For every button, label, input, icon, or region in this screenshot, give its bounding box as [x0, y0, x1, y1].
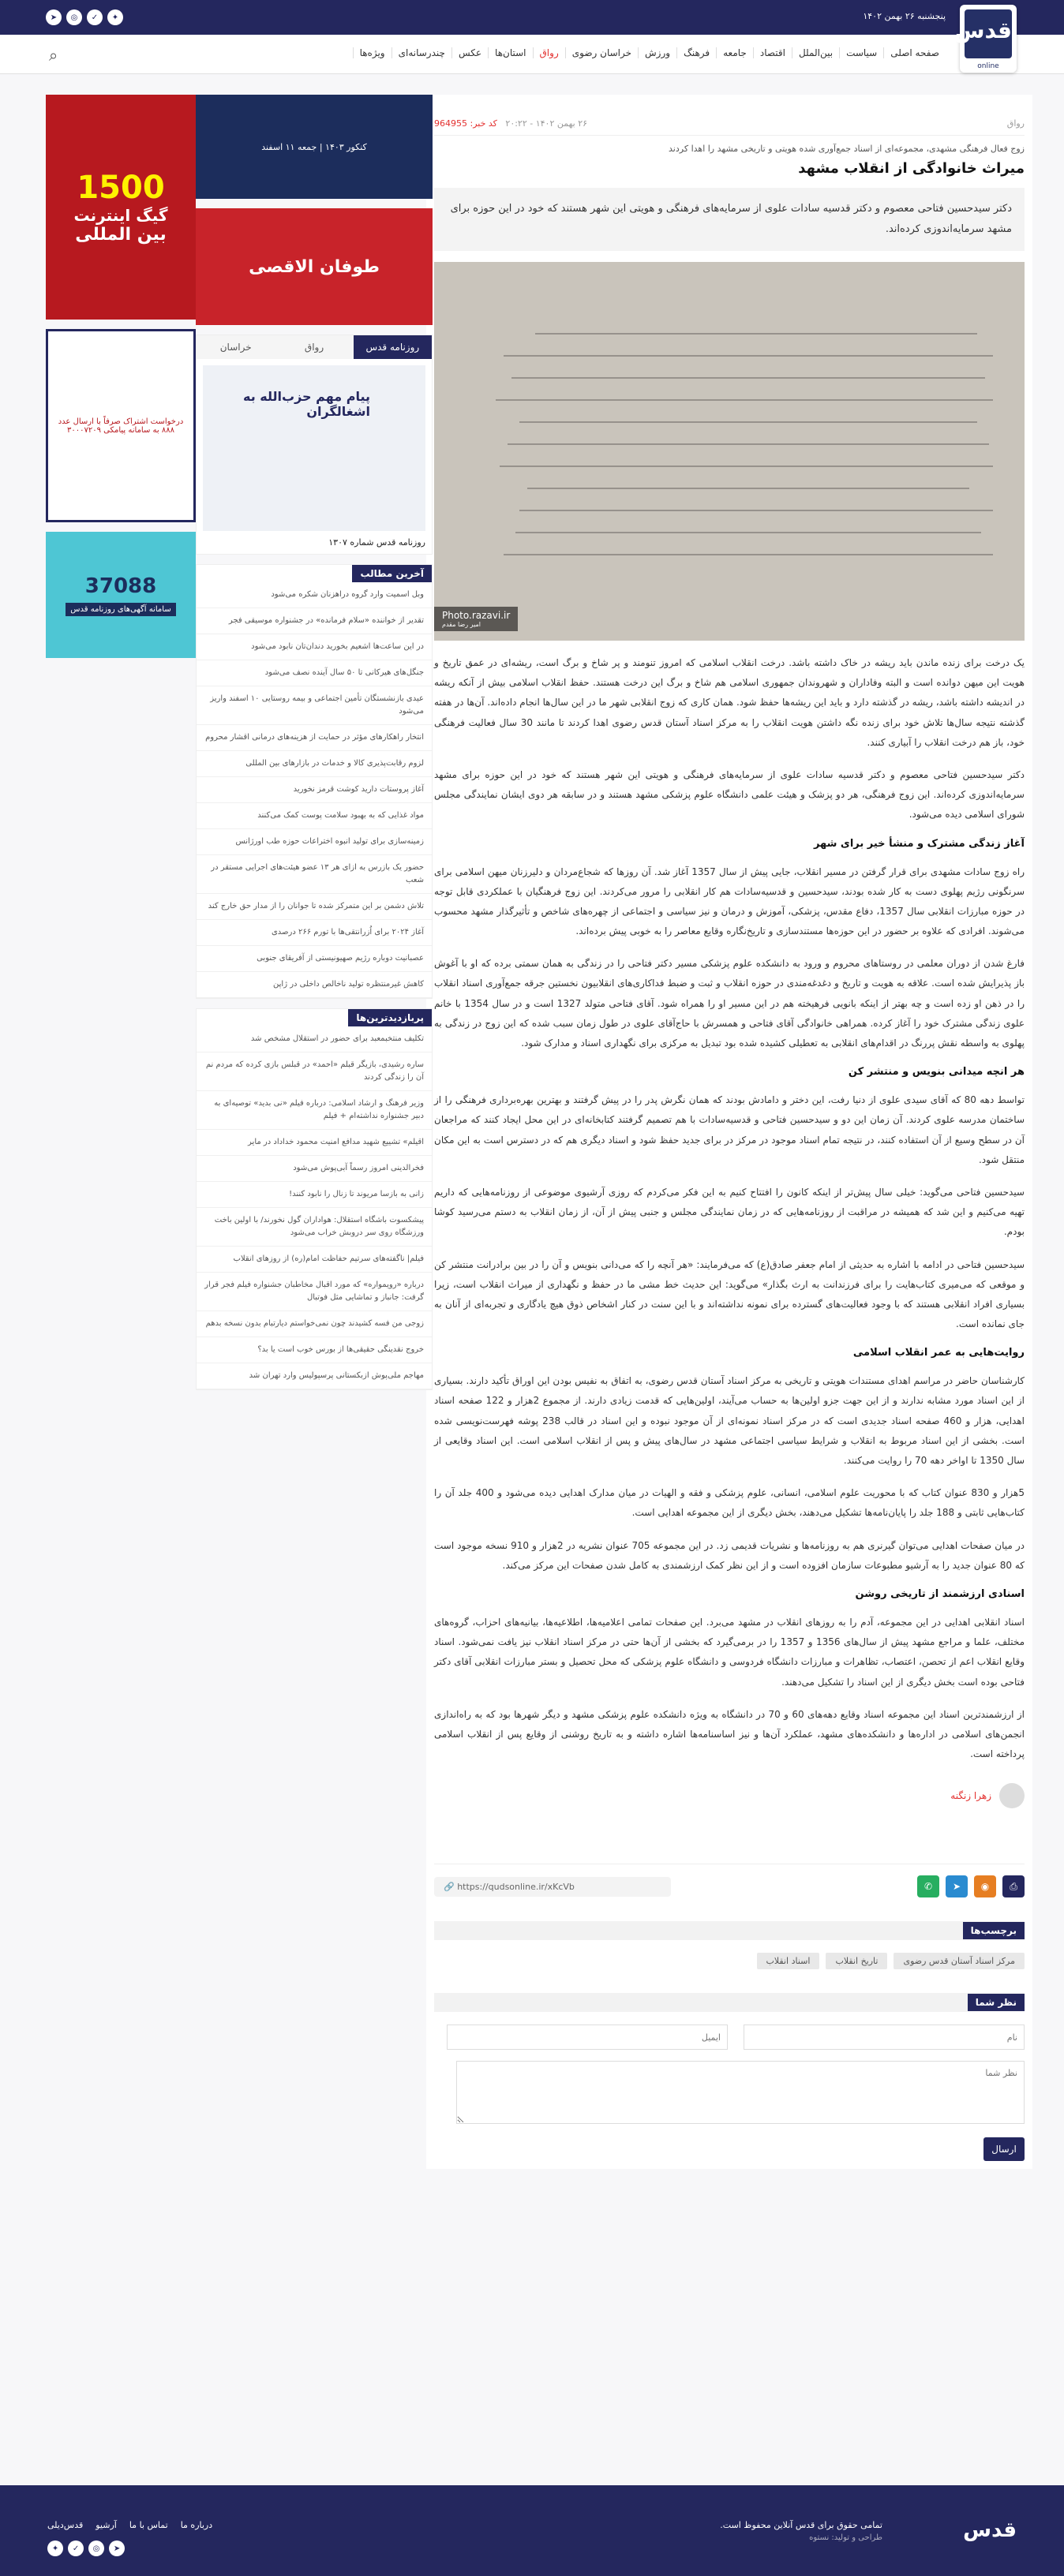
paragraph: راه زوج سادات مشهدی برای قرار گرفتن در مسیر انقلاب، جایی پیش از سال 1357 آغاز شد. آن روزها که شجاع‌مردان و دلیرزنان میهن اسلامی برای سرنگونی رژیم پهلوی دست به کار شده بودند، سیدحسین و قدسیه‌سادات هم کار انقلابی را مرور می‌کردند. این زوج فرهنگیان با عملکردی قابل توجه در حوزه مبارزات انقلابی سال 1357، دفاع مقدس، پزشکی، آموزش و درمان و نیز سیاسی و اجتماعی از چهره‌های شاخص و تأثیرگذار مشهد محسوب می‌شوند. افرادی که علاوه بر حضور در این حوزه‌ها مستندسازی و تاریخ‌نگاره وقایع معاصر را به خوبی پیش برده‌اند.: [434, 866, 1025, 937]
logo-sub: online: [977, 62, 999, 70]
nav-ravagh[interactable]: رواق: [533, 47, 565, 58]
article-category[interactable]: رواق: [1006, 118, 1025, 129]
tag[interactable]: اسناد انقلاب: [757, 1953, 820, 1969]
list-item[interactable]: خروج نقدینگی حقیقی‌ها از بورس خوب است یا بد؟: [197, 1337, 432, 1363]
footer-logo[interactable]: قدس: [963, 2518, 1017, 2542]
latest-title: آخرین مطالب: [352, 565, 432, 582]
popular-box: [196, 1008, 433, 1390]
instagram-icon[interactable]: ◎: [66, 9, 82, 25]
footer-socials: [47, 2540, 125, 2556]
list-item[interactable]: آغاز ۲۰۲۴ برای اُزرانتقی‌ها با تورم ۲۶۶ درصدی: [197, 920, 432, 946]
paragraph: از ارزشمندترین اسناد این مجموعه اسناد وقایع دهه‌های 60 و 70 در دانشگاه به ویژه دانشکده علوم پزشکی مشهد و دیگر شهرها بود که به راه‌اندازی انجمن‌های اسلامی در اداره‌ها و دانشکده‌های مشهد، عملکرد آن‌ها و نیز اساسنامه‌ها اشاره داشته و به تاریخ روشنی از وقایع پس از انقلاب اسلامی پرداخته است.: [434, 1708, 1025, 1760]
article-date: ۲۶ بهمن ۱۴۰۲ - ۲۰:۲۲: [505, 118, 588, 129]
list-item[interactable]: عیدی بازنشستگان تأمین اجتماعی و بیمه روستایی ۱۰ اسفند واریز می‌شود: [197, 686, 432, 725]
tab-khorasan[interactable]: خراسان: [219, 342, 252, 353]
ad-konkur[interactable]: [196, 95, 433, 199]
share-bar: [434, 1864, 1025, 1897]
telegram-icon[interactable]: ➤: [46, 9, 62, 25]
nav-multimedia[interactable]: چندرسانه‌ای: [392, 47, 451, 58]
list-item[interactable]: مواد غذایی که به بهبود سلامت پوست کمک می‌کنند: [197, 803, 432, 829]
list-item[interactable]: تقدیر از خواننده «سلام فرمانده» در جشنواره موسیقی فجر: [197, 608, 432, 634]
list-item[interactable]: زوجی من فسه کشیدند چون نمی‌خواستم دیارتبام بدون نسخه بدهم: [197, 1311, 432, 1337]
list-item[interactable]: عصبانیت دوباره رژیم صهیونیستی از آفریقای جنوبی: [197, 946, 432, 972]
ad-konkur-text: کنکور ۱۴۰۳ | جمعه ۱۱ اسفند: [261, 141, 367, 152]
ad-subscription-text: درخواست اشتراک صرفاً با ارسال عدد ۸۸۸ به سامانه پیامکی ۳۰۰۰۷۲۰۹: [58, 417, 184, 435]
footer-link[interactable]: آرشیو: [96, 2520, 117, 2530]
newspaper-box: [196, 335, 433, 555]
comment-form: [434, 1993, 1025, 2161]
main-column: [426, 95, 1032, 2169]
latest-box: [196, 564, 433, 999]
paragraph: 5هزار و 830 عنوان کتاب که با محوریت علوم اسلامی، انسانی، علوم پزشکی و فقه و الهیات در میان مدارک اهدایی دیده می‌شود و 400 جلد آن را کتاب‌هایی ثابتی و 188 جلد را پایان‌نامه‌ها تشکیل می‌دهند، بخش دیگری از این مجموعه اهدایی است.: [434, 1487, 1025, 1519]
paper-headline: پیام مهم حزب‌الله به اشغالگران: [243, 389, 370, 419]
main-nav: [0, 35, 1064, 74]
footer-credit: طراحی و تولید: نستوه: [809, 2533, 882, 2542]
nav-economy[interactable]: اقتصاد: [753, 47, 792, 58]
comment-title: نظر شما: [968, 1994, 1025, 2011]
twitter-icon[interactable]: ✦: [107, 9, 123, 25]
ad-aqsa[interactable]: [196, 208, 433, 325]
subheading: روایت‌هایی به عمر انقلاب اسلامی: [852, 1347, 1025, 1359]
subheading: هر انچه میدانی بنویس و منتشر کن: [848, 1066, 1025, 1079]
footer-link[interactable]: تماس با ما: [129, 2520, 168, 2530]
list-item[interactable]: آغاز پروستات دارید کوشت قرمز نخورید: [197, 777, 432, 803]
ad-notices-number: 37088: [84, 574, 157, 598]
article-meta: [434, 118, 1025, 136]
name-input[interactable]: [744, 2025, 1025, 2050]
list-item[interactable]: جنگل‌های هیرکانی تا ۵۰ سال آینده نصف می‌شود: [197, 660, 432, 686]
list-item[interactable]: کاهش غیرمنتظره تولید ناخالص داخلی در ژاپن: [197, 972, 432, 998]
nav-home[interactable]: صفحه اصلی: [883, 47, 946, 58]
paragraph: در میان صفحات اهدایی می‌توان گیرنری هم به روزنامه‌ها و نشریات قدیمی زد. در این مجموعه 705 عنوان نشریه در 2هزار و 910 نسخه موجود است که 80 عنوان جدید را به آرشیو مطبوعات سازمان افزوده است و از این نظر کمک ارزشمندی به کامل شدن صفحات این مرکز می‌کند.: [434, 1539, 1025, 1571]
tags-header: [434, 1921, 1025, 1940]
paragraph: سیدحسین فتاحی می‌گوید: خیلی سال پیش‌تر از اینکه کانون را افتتاح کنیم به این فکر می‌کردم که روزی آرشیوی موضوعی از روزنامه‌هایی که داریم تهیه می‌کنیم و این شد که همیشه در مراقبت از روزنامه‌هایی که در زمان نمایندگی مجلس و جنبی پیش از آن، از زمان انقلاب به دستم می‌رسید کوشا بودم.: [434, 1186, 1025, 1238]
print-icon[interactable]: ⎙: [1002, 1875, 1025, 1897]
tab-ravagh[interactable]: رواق: [304, 342, 324, 353]
list-item[interactable]: وزیر فرهنگ و ارشاد اسلامی: درباره فیلم «نی بدید» توصیه‌ای به دبیر جشنواره نداشته‌ام + فیلم: [197, 1091, 432, 1130]
top-bar: [0, 0, 1064, 35]
telegram-share-icon[interactable]: ➤: [946, 1875, 968, 1897]
email-input[interactable]: [447, 2025, 728, 2050]
list-item[interactable]: فخرالدینی امروز رسماً آبی‌پوش می‌شود: [197, 1156, 432, 1182]
tab-quds[interactable]: روزنامه قدس: [354, 335, 432, 359]
tag[interactable]: تاریخ انقلاب: [826, 1953, 887, 1969]
rss-icon[interactable]: ◉: [974, 1875, 996, 1897]
paragraph: تواسط دهه 80 که آقای سیدی علوی از دنیا رفت، این دختر و دامادش بودند که همان نگرش پدر را در پیش گرفتند و بهترین بهره‌برداری فرهنگی را از ساختمان مدرسه علوی کردند. آن زمان این دو و سیدحسین فتاحی و قدسیه‌سادات با هم تصمیم گرفتند کتابخانه‌ای در این محل ایجاد کنند که مراجعان آن در سطح وسیع از آن استفاده کنند، در نتیجه تمام اسناد موجود در مرکز در برای جدید حفظ شود و اسناد دیگری هم که در دسترس است به این مکان منتقل شود.: [434, 1094, 1025, 1165]
list-item[interactable]: مهاجم ملی‌پوش ازبکستانی پرسپولیس وارد تهران شد: [197, 1363, 432, 1389]
list-item[interactable]: فیلم| ناگفته‌های سرتیم حفاظت امام(ره) از روزهای انقلاب: [197, 1247, 432, 1273]
ad-column: [46, 95, 196, 667]
list-item[interactable]: حضور یک بازرس به ازای هر ۱۳ عضو هیئت‌های اجرایی مستقر در شعب: [197, 855, 432, 894]
ad-internet-mid: گیگ اینترنت: [73, 206, 168, 225]
ad-notices[interactable]: [46, 532, 196, 658]
paper-caption: روزنامه قدس شماره ۱۳۰۷: [328, 537, 425, 548]
popular-title: پربازدیدترین‌ها: [348, 1009, 432, 1026]
author: [434, 1783, 1025, 1808]
nav-international[interactable]: بین‌الملل: [792, 47, 839, 58]
nav-society[interactable]: جامعه: [716, 47, 753, 58]
footer-links: [47, 2520, 212, 2530]
top-socials: [46, 9, 123, 25]
bale-icon[interactable]: ✓: [87, 9, 103, 25]
whatsapp-share-icon[interactable]: ✆: [917, 1875, 939, 1897]
footer-copyright: تمامی حقوق برای قدس آنلاین محفوظ است. طراحی و تولید: نستوه: [720, 2520, 882, 2542]
footer-link[interactable]: درباره ما: [180, 2520, 213, 2530]
list-item[interactable]: پیشکسوت باشگاه استقلال: هواداران گول نخورند/ با اولین باخت ورزشگاه روی سر دروبش خراب می‌شود: [197, 1208, 432, 1247]
nav-special[interactable]: ویژه‌ها: [353, 47, 392, 58]
paragraph: اسناد انقلابی اهدایی در این مجموعه، آدم را به روزهای انقلاب در مشهد می‌برد. این صفحات تمامی اعلامیه‌ها، اطلاعیه‌ها، بیانیه‌های احزاب، گروه‌های مختلف، علما و مراجع مشهد پیش از سال‌های 1356 و 1357 را در برمی‌گیرد که بخشی از آن‌ها حتی در مرکز اسناد انقلاب نیز یافت نمی‌شود. اسناد وقایع انقلاب اعم از تحصن، اعتصاب، تظاهرات و مبارزات دانشگاه فردوسی و دانشگاه علوم پزشکی که محل تحصیل و بستر مبارزات انقلابی آقای دکتر فتاحی بوده است بخش دیگری از این اسناد را تشکیل می‌دهند.: [434, 1616, 1025, 1688]
nav-photo[interactable]: عکس: [451, 47, 488, 58]
list-item[interactable]: انتخار راهکارهای مؤثر در حمایت از هزینه‌های درمانی اقشار محروم: [197, 725, 432, 751]
author-name[interactable]: زهرا زنگنه: [950, 1790, 991, 1802]
photo-credit: Photo.razavi.ir امیر رضا مقدم: [434, 607, 518, 631]
article: [426, 95, 1032, 2169]
paragraph: یک درخت برای زنده ماندن باید ریشه در خاک داشته باشد. درخت انقلاب اسلامی که امروز تنومند و پر شاخ و برگ است، ریشه‌ای در عمق تاریخ و هویت این میهن دوانده است و البته وفاداران و شهروندان جمهوری اسلامی هم شاخ و برگ این درخت هستند. حفظ انقلاب اسلامی بیش از آنکه ریشه در اندیشه داشته باشد، ریشه در گذشته دارد و باید این ریشه‌ها حفظ شود. همان کاری که زوج انقلابی شهر ما در این سال‌ها انجام داده‌اند. آن‌ها در هفته گذشته نتیجه سال‌ها تلاش خود برای زنده نگه داشتن هویت انقلاب را به مرکز اسناد آستان قدس رضوی اهدا کردند تا مانند 30 سال فعالیت فرهنگی خود، باز هم درخت انقلاب را آبیاری کنند.: [434, 657, 1025, 748]
list-item[interactable]: زمینه‌سازی برای تولید انبوه اختراعات حوزه طب اورژانس: [197, 829, 432, 855]
ad-internet-small: بین المللی: [75, 225, 167, 245]
article-title: میراث خانوادگی از انقلاب مشهد: [798, 160, 1025, 177]
list-item[interactable]: ساره رشیدی، بازیگر قبلم «احمد» در قبلس بازی کرده که مردم نم آن را زندگی کردند: [197, 1052, 432, 1091]
nav-sport[interactable]: ورزش: [638, 47, 676, 58]
subheading: اسنادی ارزشمند از تاریخی روشن: [855, 1587, 1025, 1600]
search-icon[interactable]: ⌕: [49, 46, 58, 65]
nav-provinces[interactable]: استان‌ها: [488, 47, 532, 58]
avatar: [999, 1783, 1025, 1808]
article-photo: [434, 262, 1025, 641]
ad-notices-text: سامانه آگهی‌های روزنامه قدس: [66, 603, 175, 616]
list-item[interactable]: درباره «رویمواره» که مورد اقبال مخاطبان جشنواره فیلم فجر قرار گرفت: جانباز و تماشایی مثل فوتبال: [197, 1273, 432, 1311]
header-date: پنجشنبه ۲۶ بهمن ۱۴۰۲: [863, 11, 946, 21]
comment-textarea[interactable]: [456, 2061, 1025, 2124]
short-url[interactable]: 🔗 https://qudsonline.ir/xKcVb: [434, 1877, 671, 1897]
submit-button[interactable]: ارسال: [983, 2137, 1025, 2161]
footer-link[interactable]: قدس‌دیلی: [47, 2520, 84, 2530]
article-body: [434, 653, 1025, 1764]
tag[interactable]: مرکز اسناد آستان قدس رضوی: [894, 1953, 1025, 1969]
bale-icon[interactable]: ✓: [68, 2540, 84, 2556]
newspaper-cover[interactable]: [203, 365, 425, 531]
article-summary: دکتر سیدحسین فتاحی معصوم و دکتر قدسیه سادات علوی از سرمایه‌های فرهنگی و هویتی این شهر هستند که خود در این حوزه برای مشهد سرمایه‌اندوزی کرده‌اند.: [434, 188, 1025, 251]
ad-internet-number: 1500: [77, 170, 165, 206]
tags-title: برچسب‌ها: [963, 1922, 1025, 1939]
ad-subscription[interactable]: [46, 329, 196, 522]
list-item[interactable]: تکلیف منتخبمعبد برای حضور در استقلال مشخص شد: [197, 1026, 432, 1052]
ad-internet[interactable]: [46, 95, 196, 320]
list-item[interactable]: در این ساعت‌ها اشعیم بخورید دندان‌تان نابود می‌شود: [197, 634, 432, 660]
site-logo[interactable]: [953, 5, 1017, 73]
list-item[interactable]: لزوم رقابت‌پذیری کالا و خدمات در بازارهای بین المللی: [197, 751, 432, 777]
list-item[interactable]: وبل اسمیت وارد گروه دراهزنان شکره می‌شود: [197, 582, 432, 608]
article-lead: زوج فعال فرهنگی مشهدی، مجموعه‌ای از اسناد جمع‌آوری شده هویتی و تاریخی مشهد را اهدا کردند: [669, 144, 1025, 154]
comment-header: [434, 1993, 1025, 2012]
ad-aqsa-text: طوفان الاقصی: [249, 256, 380, 277]
tags: [434, 1953, 1025, 1969]
twitter-icon[interactable]: ✦: [47, 2540, 63, 2556]
paragraph: دکتر سیدحسین فتاحی معصوم و دکتر قدسیه سادات علوی از سرمایه‌های فرهنگی و هویتی این شهر هستند که خود در این حوزه برای مشهد سرمایه‌اندوزی کرده‌اند. این زوج فرهنگی، هر دو پزشک و هیئت علمی دانشگاه علوم پزشکی مشهد هستند و در سابقه هر دوی ایشان نمایندگی مجلس شورای اسلامی دیده می‌شود.: [434, 768, 1025, 821]
nav-culture[interactable]: فرهنگ: [676, 47, 716, 58]
footer: [0, 2485, 1064, 2576]
telegram-icon[interactable]: ➤: [109, 2540, 125, 2556]
nav-politics[interactable]: سیاست: [839, 47, 883, 58]
subheading: آغاز زندگی مشترک و منشأ خیر برای شهر: [813, 837, 1025, 850]
logo-text: قدس: [953, 17, 1012, 43]
paragraph: کارشناسان حاضر در مراسم اهدای مستندات هویتی و تاریخی به مرکز اسناد آستان قدس رضوی، به اتفاق به نفیس بودن این اوراق تأکید دارند. بسیاری از این اسناد مورد مشابه ندارند و از این جهت جزو اولین‌ها به حساب می‌آیند، اولین‌هایی که قدمت زیادی دارند. از مجموع 2هزار و 122 صفحه اسناد اهدایی، هزار و 460 صفحه اسناد جدیدی است که در مرکز اسناد نمونه‌ای از آن موجود نبوده و این اسناد در قالب 238 پوشه فهرست‌نویسی شده است. بخشی از این اسناد مربوط به انقلاب و شرایط سیاسی اجتماعی مشهد در سال‌های پیش و پس از انقلاب اسلامی است. این اسناد وقایعی از سال 1350 تا اواخر دهه 70 را روایت می‌کنند.: [434, 1375, 1025, 1466]
list-item[interactable]: زانی به بازسا مریوند تا زنال را نابود کنند!: [197, 1182, 432, 1208]
list-item[interactable]: اقیلم» تشییع شهید مدافع امنیت محمود خداداد در مایر: [197, 1130, 432, 1156]
sidebar: [196, 95, 433, 1400]
nav-khorasan[interactable]: خراسان رضوی: [565, 47, 638, 58]
instagram-icon[interactable]: ◎: [88, 2540, 104, 2556]
paragraph: فارغ شدن از دوران معلمی در روستاهای محروم و ورود به دانشکده علوم پزشکی مسیر دکتر فتاحی را در زندگی به همان سمتی برده که او با آغوش باز پذیرایش شده است. علاقه به هویت و تاریخ و دغدغه‌مندی در حوزه انقلاب و ثبت و ضبط فداکاری‌های انقلابیون نخستین جرقه جمع‌آوری اسناد انقلاب را در ذهن او زده است و چه بهتر از اینکه بانویی فرهیخته هم در این مسیر او را همراه شود. آقای فتاحی متولد 1327 است و در سال 1354 با خانم علوی زندگی مشترک خود را آغاز کرده. همراهی خانوادگی آقای فتاحی و همسرش با حاج‌آقای علوی در طول زمان سبب شده که این زوج در زندگی به پهلوی به واسطه نقش پررنگ در اقدام‌های انقلابی به تعطیلی کشیده شده بود تبدیل به مرکزی برای نگهداری اسناد و مدارک شود.: [434, 958, 1025, 1049]
list-item[interactable]: تلاش دشمن بر این متمرکز شده تا جوانان را از مدار حق خارج کند: [197, 894, 432, 920]
paragraph: سیدحسین فتاحی در ادامه با اشاره به حدیثی از امام جعفر صادق(ع) که می‌فرمایند: «هر آنچه را که می‌دانی بنویس و آن را در بین برادرانت منتشر کن و موقعی که می‌میری کتاب‌هایت را برای فرزندانت به ارث بگذار» می‌گوید: این حدیث خط مشی ما در حفظ و نگهداری از میراث انقلاب است، زیرا بسیاری افراد انقلابی هستند که با وجود فعالیت‌های گسترده برای نمونه نداشته‌اند و با این سنت در کنار اشخاص ذوق هیچ یادگاری و تجربه‌ای از آنان به جای نمانده است.: [434, 1258, 1025, 1330]
article-code: کد خبر: 964955: [434, 118, 497, 129]
